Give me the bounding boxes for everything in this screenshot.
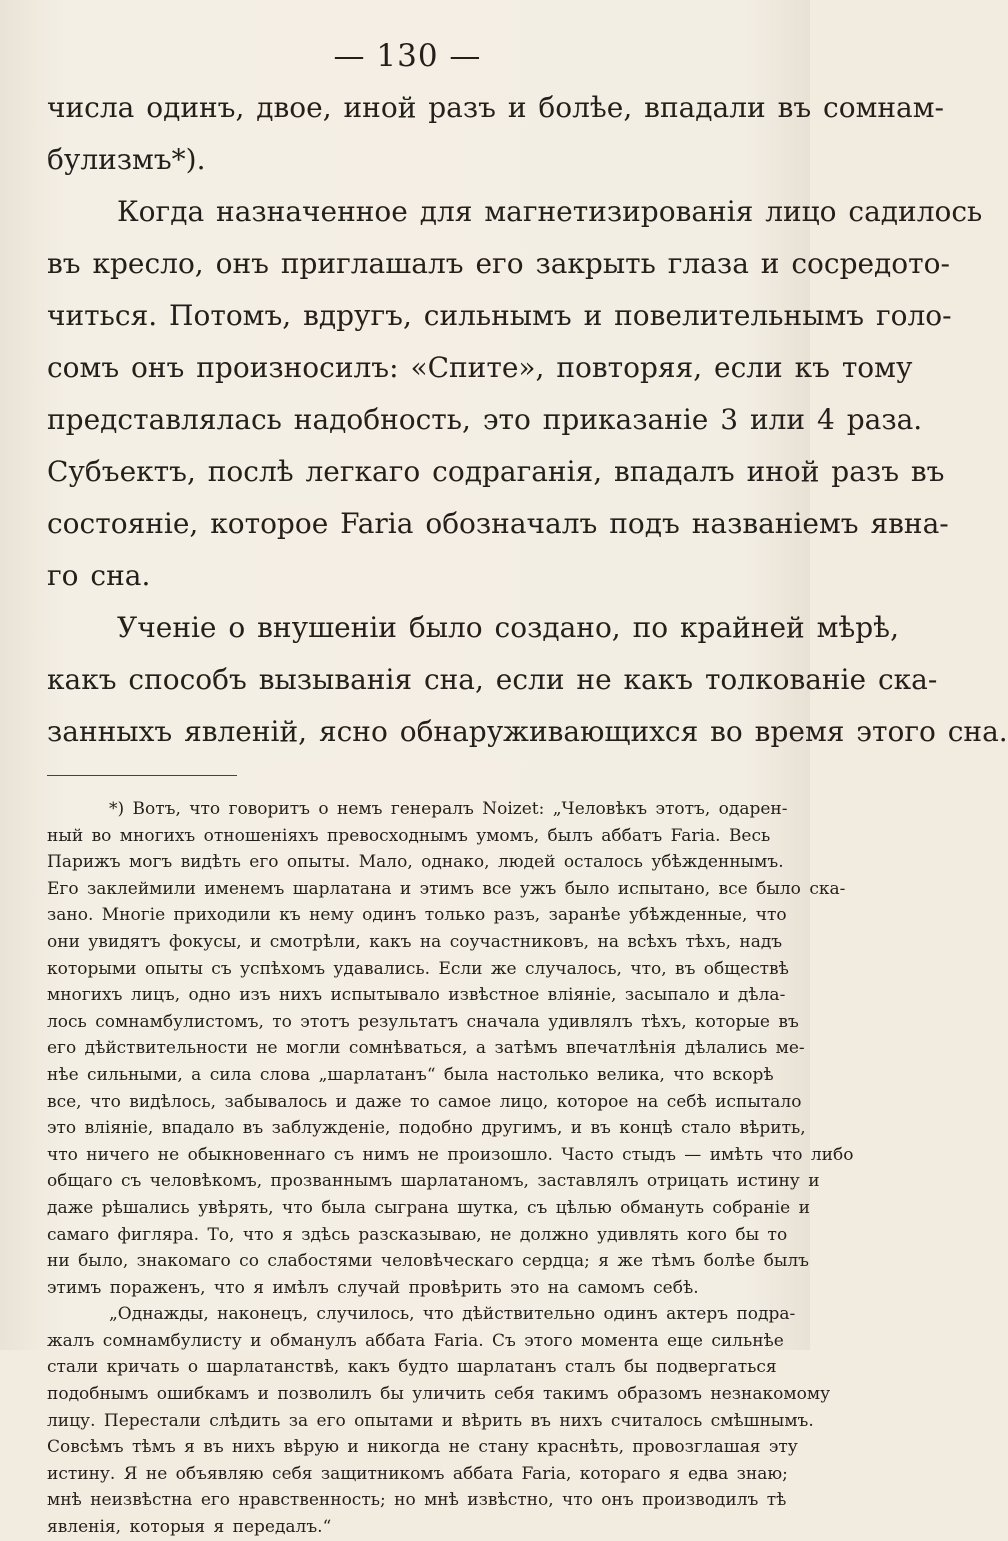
footnote-line: истину. Я не объявляю себя защитникомъ аббата Faria, котораго я едва знаю; bbox=[47, 1463, 788, 1484]
footnote-line: Совсѣмъ тѣмъ я въ нихъ вѣрую и никогда не стану краснѣть, провозглашая эту bbox=[47, 1437, 798, 1458]
footnote-line: все, что видѣлось, забывалось и даже то самое лицо, которое на себѣ испытало bbox=[47, 1091, 802, 1112]
paragraph bbox=[47, 82, 944, 186]
footnote-line: что ничего не обыкновеннаго съ нимъ не произошло. Часто стыдъ — имѣть что либо bbox=[47, 1144, 854, 1165]
footnote-line: лось сомнамбулистомъ, то этотъ результатъ сначала удивлялъ тѣхъ, которые въ bbox=[47, 1011, 799, 1032]
footnote-line: мнѣ неизвѣстна его нравственность; но мнѣ извѣстно, что онъ производилъ тѣ bbox=[47, 1490, 787, 1511]
footnote-paragraph bbox=[47, 796, 854, 1301]
footnote-line: „Однажды, наконецъ, случилось, что дѣйствительно одинъ актеръ подра- bbox=[109, 1304, 796, 1325]
footnote-line: этимъ пораженъ, что я имѣлъ случай провѣрить это на самомъ себѣ. bbox=[47, 1277, 699, 1298]
footnote-line: лицу. Перестали слѣдить за его опытами и вѣрить въ нихъ считалось смѣшнымъ. bbox=[47, 1410, 814, 1431]
footnote-line: нѣе сильными, а сила слова „шарлатанъ“ была настолько велика, что вскорѣ bbox=[47, 1064, 774, 1085]
text-line: го сна. bbox=[47, 559, 151, 592]
text-line: числа одинъ, двое, иной разъ и болѣе, впадали въ сомнам- bbox=[47, 91, 944, 124]
text-line: въ кресло, онъ приглашалъ его закрыть глаза и сосредото- bbox=[47, 247, 950, 280]
footnote-line: это вліяніе, впадало въ заблужденіе, подобно другимъ, и въ концѣ стало вѣрить, bbox=[47, 1118, 806, 1139]
footnote-line: зано. Многіе приходили къ нему одинъ только разъ, заранѣе убѣжденные, что bbox=[47, 905, 787, 926]
text-line: сомъ онъ произносилъ: «Спите», повторяя, если къ тому bbox=[47, 351, 913, 384]
footnote-line: ни было, знакомаго со слабостями человѣческаго сердца; я же тѣмъ болѣе былъ bbox=[47, 1251, 809, 1272]
footnote-line: Его заклеймили именемъ шарлатана и этимъ все ужъ было испытано, все было ска- bbox=[47, 878, 846, 899]
text-line: булизмъ*). bbox=[47, 143, 206, 176]
page-number: — 130 — bbox=[333, 38, 482, 74]
footnote-line: жалъ сомнамбулисту и обманулъ аббата Faria. Съ этого момента еще сильнѣе bbox=[47, 1330, 784, 1351]
footnote-line: общаго съ человѣкомъ, прозваннымъ шарлатаномъ, заставлялъ отрицать истину и bbox=[47, 1171, 820, 1192]
footnote bbox=[47, 796, 854, 1541]
footnote-line: стали кричать о шарлатанствѣ, какъ будто шарлатанъ сталъ бы подвергаться bbox=[47, 1357, 777, 1378]
text-line: представлялась надобность, это приказаніе 3 или 4 раза. bbox=[47, 403, 923, 436]
text-line: занныхъ явленій, ясно обнаруживающихся во время этого сна. bbox=[47, 715, 1008, 748]
footnote-line: они увидятъ фокусы, и смотрѣли, какъ на соучастниковъ, на всѣхъ тѣхъ, надъ bbox=[47, 931, 783, 952]
text-line: Когда назначенное для магнетизированія лицо садилось bbox=[117, 195, 983, 228]
footnote-line: ный во многихъ отношеніяхъ превосходнымъ умомъ, былъ аббатъ Faria. Весь bbox=[47, 825, 771, 846]
paragraph bbox=[47, 186, 983, 602]
footnote-line: Парижъ могъ видѣть его опыты. Мало, однако, людей осталось убѣжденнымъ. bbox=[47, 852, 784, 873]
main-text bbox=[47, 82, 1008, 758]
footnote-line: подобнымъ ошибкамъ и позволилъ бы уличить себя такимъ образомъ незнакомому bbox=[47, 1384, 831, 1405]
text-line: Ученіе о внушеніи было создано, по крайней мѣрѣ, bbox=[117, 611, 899, 644]
footnote-paragraph bbox=[47, 1301, 831, 1540]
footnote-line: даже рѣшались увѣрять, что была сыграна шутка, съ цѣлью обмануть собраніе и bbox=[47, 1197, 810, 1218]
footnote-line: многихъ лицъ, одно изъ нихъ испытывало извѣстное вліяніе, засыпало и дѣла- bbox=[47, 985, 786, 1006]
text-line: состояніе, которое Faria обозначалъ подъ названіемъ явна- bbox=[47, 507, 949, 540]
footnote-line: явленія, которыя я передалъ.“ bbox=[47, 1517, 332, 1538]
paragraph bbox=[47, 602, 1008, 758]
footnote-line: его дѣйствительности не могли сомнѣваться, а затѣмъ впечатлѣнія дѣлались ме- bbox=[47, 1038, 805, 1059]
text-line: Субъектъ, послѣ легкаго содраганія, впадалъ иной разъ въ bbox=[47, 455, 945, 488]
text-line: читься. Потомъ, вдругъ, сильнымъ и повелительнымъ голо- bbox=[47, 299, 952, 332]
footnote-line: которыми опыты съ успѣхомъ удавались. Если же случалось, что, въ обществѣ bbox=[47, 958, 789, 979]
footnote-line: *) Вотъ, что говоритъ о немъ генералъ Noizet: „Человѣкъ этотъ, одарен- bbox=[109, 799, 788, 819]
footnote-line: самаго фигляра. То, что я здѣсь разсказываю, не должно удивлять кого бы то bbox=[47, 1224, 788, 1245]
footnote-divider bbox=[47, 775, 237, 776]
text-line: какъ способъ вызыванія сна, если не какъ толкованіе ска- bbox=[47, 663, 938, 696]
